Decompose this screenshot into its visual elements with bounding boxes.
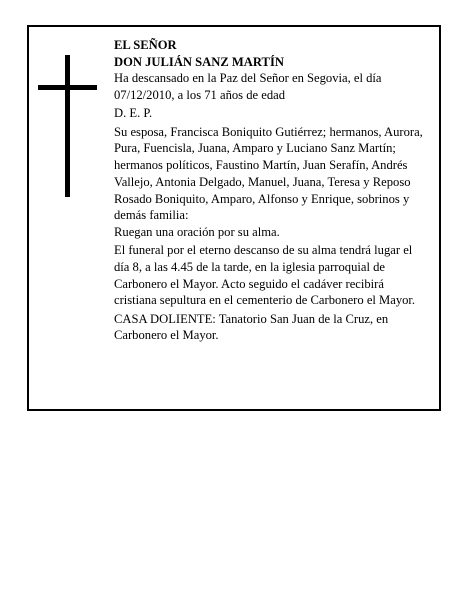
deceased-name: DON JULIÁN SANZ MARTÍN xyxy=(114,54,284,69)
cross-icon-bar xyxy=(38,85,97,90)
rip-line: D. E. P. xyxy=(114,106,153,121)
family-list: Su esposa, Francisca Boniquito Gutiérrez; hermanos, Aurora, Pura, Fuencisla, Juana, Amparo y Luciano Sanz Martín; hermanos políticos, Faustino Martín, Juan Serafín, Andrés Vallejo, Antonia Delgado, Manuel, Juana, Teresa y Reposo Rosado Boniquito, Amparo, Alfonso y Enrique, sobrinos y demás familia: xyxy=(114,124,423,223)
death-info: Ha descansado en la Paz del Señor en Segovia, el día 07/12/2010, a los 71 años de edad xyxy=(114,71,382,103)
casa-doliente: CASA DOLIENTE: Tanatorio San Juan de la Cruz, en Carbonero el Mayor. xyxy=(114,311,389,343)
prayer-request: Ruegan una oración por su alma. xyxy=(114,224,280,239)
cross-icon xyxy=(65,55,70,197)
heading-title: EL SEÑOR xyxy=(114,38,177,52)
obituary-text xyxy=(114,37,428,346)
funeral-info: El funeral por el eterno descanso de su alma tendrá lugar el día 8, a las 4.45 de la tarde, en la iglesia parroquial de Carbonero el Mayor. Acto seguido el cadáver recibirá cristiana sepultura en el cementerio de Carbonero el Mayor. xyxy=(114,243,416,308)
